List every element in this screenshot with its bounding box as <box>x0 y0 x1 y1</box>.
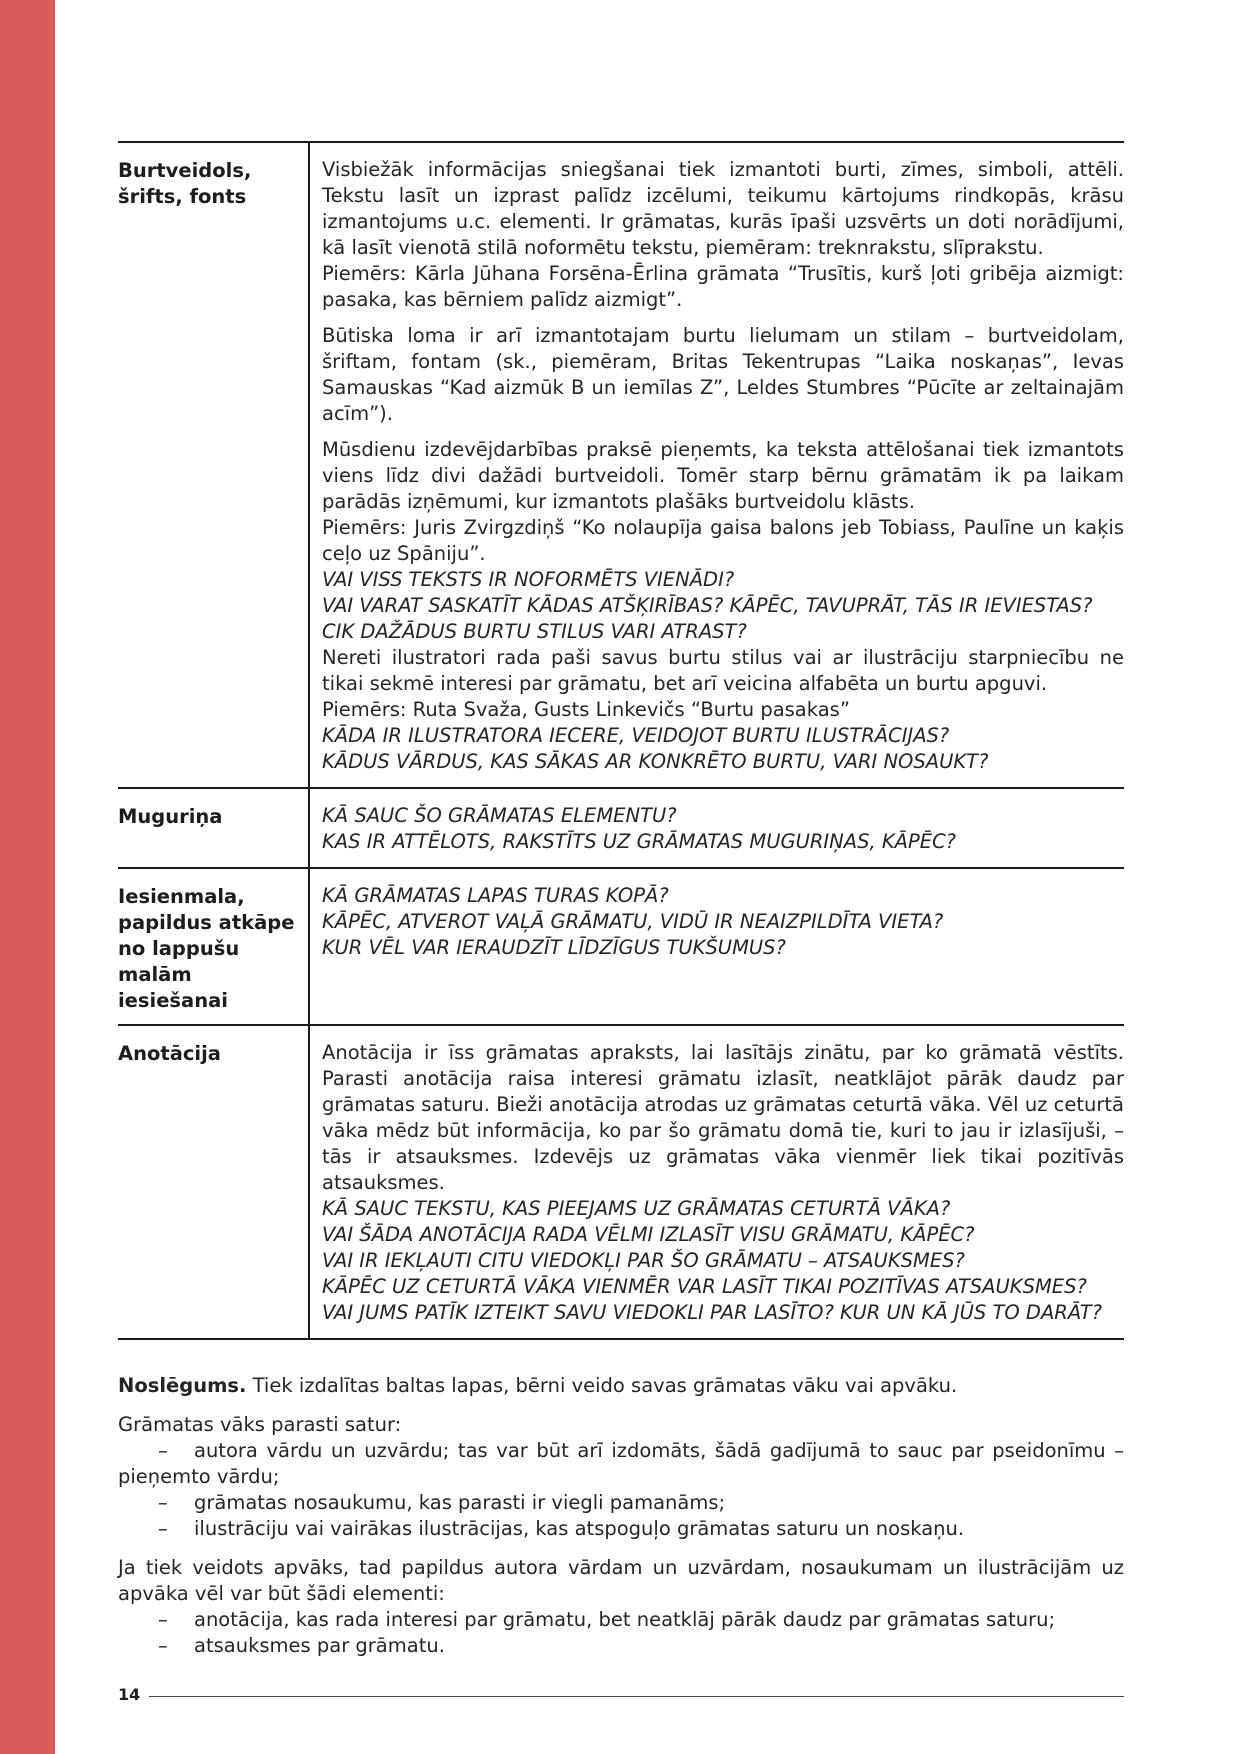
page-number: 14 <box>118 1685 141 1704</box>
dash-bullet: – <box>158 1608 168 1631</box>
text-line: Nereti ilustratori rada paši savus burtu stilus vai ar ilustrāciju starpniecību ne tikai sekmē interesi par grāmatu, bet arī veicina alfabēta un burtu apguvi. <box>322 646 1124 695</box>
definition-paragraph <box>322 437 1124 775</box>
dash-bullet: – <box>158 1439 168 1462</box>
term-cell <box>118 143 308 787</box>
term-line: Burtveidols, <box>118 159 252 182</box>
definition-paragraph <box>322 157 1124 313</box>
conclusion-lead <box>118 1373 1124 1399</box>
question-line: VAI VARAT SASKATĪT KĀDAS ATŠĶIRĪBAS? KĀPĒC, TAVUPRĀT, TĀS IR IEVIESTAS? <box>322 594 1093 617</box>
list-item-text: autora vārdu un uzvārdu; tas var būt arī izdomāts, šādā gadījumā to sauc par pseidonīmu – pieņemto vārdu; <box>118 1439 1124 1488</box>
term-line: Anotācija <box>118 1042 221 1065</box>
jacket-list <box>118 1607 1124 1659</box>
term-cell <box>118 1026 308 1338</box>
question-line: KĀ GRĀMATAS LAPAS TURAS KOPĀ? <box>322 884 669 907</box>
term-line: Iesienmala, <box>118 885 245 908</box>
term-line: Muguriņa <box>118 805 223 828</box>
text-line: Piemērs: Ruta Svaža, Gusts Linkevičs “Burtu pasakas” <box>322 698 850 721</box>
text-line: Anotācija ir īss grāmatas apraksts, lai lasītājs zinātu, par ko grāmatā vēstīts. Parasti anotācija raisa interesi grāmatu izlasīt, neatklājot pārāk daudz par grāmatas saturu. Bieži anotācija atrodas uz grāmatas ceturtā vāka. Vēl uz ceturtā vāka mēdz būt informācija, ko par šo grāmatu domā tie, kuri to jau ir izlasījuši, – tās ir atsauksmes. Izdevējs uz grāmatas vāka vienmēr liek tikai pozitīvās atsauksmes. <box>322 1041 1124 1194</box>
definition-cell <box>308 1026 1124 1338</box>
text-line: Visbiežāk informācijas sniegšanai tiek izmantoti burti, zīmes, simboli, attēli. Tekstu lasīt un izprast palīdz izcēlumi, teikumu kārtojums rindkopās, krāsu izmantojums u.c. elementi. Ir grāmatas, kurās īpaši uzsvērts un doti norādījumi, kā lasīt vienotā stilā noformētu tekstu, piemēram: treknrakstu, slīprakstu. <box>322 158 1124 259</box>
question-line: VAI JUMS PATĪK IZTEIKT SAVU VIEDOKLI PAR LASĪTO? KUR UN KĀ JŪS TO DARĀT? <box>322 1301 1103 1324</box>
list-item-text: ilustrāciju vai vairākas ilustrācijas, kas atspoguļo grāmatas saturu un noskaņu. <box>194 1517 965 1540</box>
definition-paragraph <box>322 1040 1124 1326</box>
conclusion-section <box>118 1373 1124 1659</box>
text-line: Piemērs: Juris Zvirgzdiņš “Ko nolaupīja gaisa balons jeb Tobiass, Paulīne un kaķis ceļo uz Spāniju”. <box>322 516 1124 565</box>
question-line: KĀPĒC, ATVEROT VAĻĀ GRĀMATU, VIDŪ IR NEAIZPILDĪTA VIETA? <box>322 910 944 933</box>
definition-paragraph <box>322 803 1124 855</box>
term-line: iesiešanai <box>118 989 228 1012</box>
table-row <box>118 789 1124 869</box>
question-line: KĀ SAUC TEKSTU, KAS PIEEJAMS UZ GRĀMATAS CETURTĀ VĀKA? <box>322 1197 951 1220</box>
term-line: no lappušu <box>118 937 240 960</box>
list-item <box>118 1633 1124 1659</box>
cover-intro: Grāmatas vāks parasti satur: <box>118 1413 402 1436</box>
question-line: KUR VĒL VAR IERAUDZĪT LĪDZĪGUS TUKŠUMUS? <box>322 936 786 959</box>
question-line: KĀPĒC UZ CETURTĀ VĀKA VIENMĒR VAR LASĪT TIKAI POZITĪVAS ATSAUKSMES? <box>322 1275 1087 1298</box>
dash-bullet: – <box>158 1491 168 1514</box>
text-line: Piemērs: Kārla Jūhana Forsēna-Ērlina grāmata “Trusītis, kurš ļoti gribēja aizmigt: pasaka, kas bērniem palīdz aizmigt”. <box>322 262 1124 311</box>
definition-paragraph <box>322 323 1124 427</box>
cover-list <box>118 1438 1124 1542</box>
term-line: papildus atkāpe <box>118 911 295 934</box>
term-line: šrifts, fonts <box>118 185 247 208</box>
list-item <box>118 1516 1124 1542</box>
table-row <box>118 869 1124 1026</box>
dash-bullet: – <box>158 1634 168 1657</box>
question-line: VAI ŠĀDA ANOTĀCIJA RADA VĒLMI IZLASĪT VISU GRĀMATU, KĀPĒC? <box>322 1223 975 1246</box>
definition-cell <box>308 143 1124 787</box>
term-cell <box>118 869 308 1024</box>
footer-rule <box>149 1696 1124 1697</box>
term-table <box>118 141 1124 1340</box>
jacket-intro: Ja tiek veidots apvāks, tad papildus autora vārdam un uzvārdam, nosaukumam un ilustrācijām uz apvāka vēl var būt šādi elementi: <box>118 1556 1124 1605</box>
definition-cell <box>308 869 1124 1024</box>
question-line: KĀDUS VĀRDUS, KAS SĀKAS AR KONKRĒTO BURTU, VARI NOSAUKT? <box>322 750 989 773</box>
dash-bullet: – <box>158 1517 168 1540</box>
list-item <box>118 1607 1124 1633</box>
question-line: KAS IR ATTĒLOTS, RAKSTĪTS UZ GRĀMATAS MUGURIŅAS, KĀPĒC? <box>322 830 957 853</box>
page-footer <box>118 1685 1124 1707</box>
question-line: VAI VISS TEKSTS IR NOFORMĒTS VIENĀDI? <box>322 568 735 591</box>
table-row <box>118 1026 1124 1340</box>
table-row <box>118 143 1124 789</box>
text-line: Mūsdienu izdevējdarbības praksē pieņemts, ka teksta attēlošanai tiek izmantots viens līdz divi dažādi burtveidoli. Tomēr starp bērnu grāmatām ik pa laikam parādās izņēmumi, kur izmantots plašāks burtveidolu klāsts. <box>322 438 1124 513</box>
term-line: malām <box>118 963 192 986</box>
conclusion-text: Tiek izdalītas baltas lapas, bērni veido savas grāmatas vāku vai apvāku. <box>246 1374 958 1397</box>
question-line: CIK DAŽĀDUS BURTU STILUS VARI ATRAST? <box>322 620 747 643</box>
list-item-text: atsauksmes par grāmatu. <box>194 1634 445 1657</box>
text-line: Būtiska loma ir arī izmantotajam burtu lielumam un stilam – burtveidolam, šriftam, fontam (sk., piemēram, Britas Tekentrupas “Laika noskaņas”, Ievas Samauskas “Kad aizmūk B un iemīlas Z”, Leldes Stumbres “Pūcīte ar zeltainajām acīm”). <box>322 324 1124 425</box>
term-cell <box>118 789 308 867</box>
question-line: KĀDA IR ILUSTRATORA IECERE, VEIDOJOT BURTU ILUSTRĀCIJAS? <box>322 724 950 747</box>
side-color-bar <box>0 0 55 1754</box>
page-content <box>118 141 1124 1659</box>
definition-cell <box>308 789 1124 867</box>
definition-paragraph <box>322 883 1124 961</box>
question-line: KĀ SAUC ŠO GRĀMATAS ELEMENTU? <box>322 804 677 827</box>
list-item-text: anotācija, kas rada interesi par grāmatu, bet neatklāj pārāk daudz par grāmatas saturu; <box>194 1608 1056 1631</box>
list-item-text: grāmatas nosaukumu, kas parasti ir viegli pamanāms; <box>194 1491 726 1514</box>
conclusion-heading: Noslēgums. <box>118 1374 247 1397</box>
list-item <box>118 1490 1124 1516</box>
question-line: VAI IR IEKĻAUTI CITU VIEDOKĻI PAR ŠO GRĀMATU – ATSAUKSMES? <box>322 1249 965 1272</box>
list-item <box>118 1438 1124 1490</box>
